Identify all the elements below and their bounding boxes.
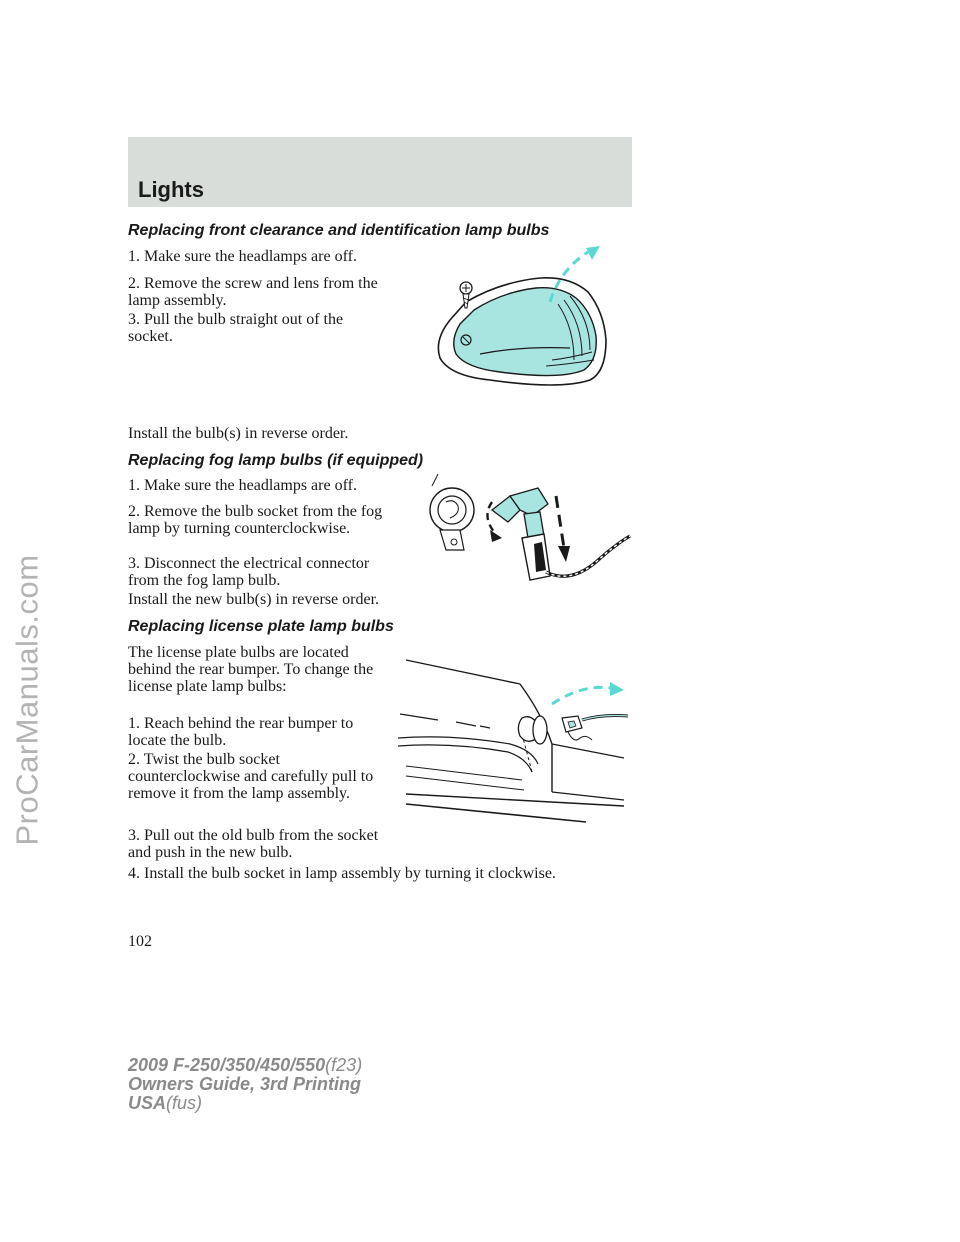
license-step-3: 3. Pull out the old bulb from the socket and push in the new bulb. <box>128 827 379 861</box>
footer-model: 2009 F-250/350/450/550 <box>128 1055 326 1075</box>
license-heading: Replacing license plate lamp bulbs <box>128 618 394 635</box>
license-step-1: 1. Reach behind the rear bumper to locate the bulb. <box>128 715 354 749</box>
rotate-arrow <box>487 502 494 532</box>
license-lamp-illustration <box>392 654 638 834</box>
fog-lamp-illustration <box>420 466 640 596</box>
section-header <box>128 137 632 207</box>
license-step-4: 4. Install the bulb socket in lamp assembly by turning it clockwise. <box>128 865 556 882</box>
clearance-step-3: 3. Pull the bulb straight out of the socket. <box>128 311 344 345</box>
page-title: Lights <box>138 177 204 202</box>
disconnect-arrow <box>556 496 564 548</box>
clearance-lamp-illustration <box>420 240 620 420</box>
fog-note: Install the new bulb(s) in reverse order. <box>128 591 380 608</box>
footer-region: USA <box>128 1093 167 1113</box>
footer <box>128 1056 362 1113</box>
footer-guide: Owners Guide, 3rd Printing <box>128 1074 362 1094</box>
footer-model-line <box>128 1056 362 1075</box>
clearance-heading: Replacing front clearance and identification lamp bulbs <box>128 222 550 239</box>
footer-model-code: (f23) <box>325 1055 363 1075</box>
clearance-note: Install the bulb(s) in reverse order. <box>128 425 349 442</box>
license-intro: The license plate bulbs are located behind the rear bumper. To change the license plate lamp bulbs: <box>128 644 374 695</box>
fog-step-3: 3. Disconnect the electrical connector from the fog lamp bulb. <box>128 555 370 589</box>
clearance-step-2: 2. Remove the screw and lens from the lamp assembly. <box>128 275 378 309</box>
clearance-step-1: 1. Make sure the headlamps are off. <box>128 248 357 265</box>
footer-region-code: (fus) <box>166 1093 203 1113</box>
license-step-2: 2. Twist the bulb socket counterclockwise and carefully pull to remove it from the lamp assembly. <box>128 751 374 802</box>
fog-step-1: 1. Make sure the headlamps are off. <box>128 477 357 494</box>
watermark <box>2 200 54 1200</box>
page-number: 102 <box>128 933 152 950</box>
footer-region-line <box>128 1094 362 1113</box>
fog-step-2: 2. Remove the bulb socket from the fog lamp by turning counterclockwise. <box>128 503 383 537</box>
pull-arrow <box>552 687 612 704</box>
fog-heading: Replacing fog lamp bulbs (if equipped) <box>128 452 424 469</box>
watermark-text: ProCarManuals.com <box>10 554 46 846</box>
